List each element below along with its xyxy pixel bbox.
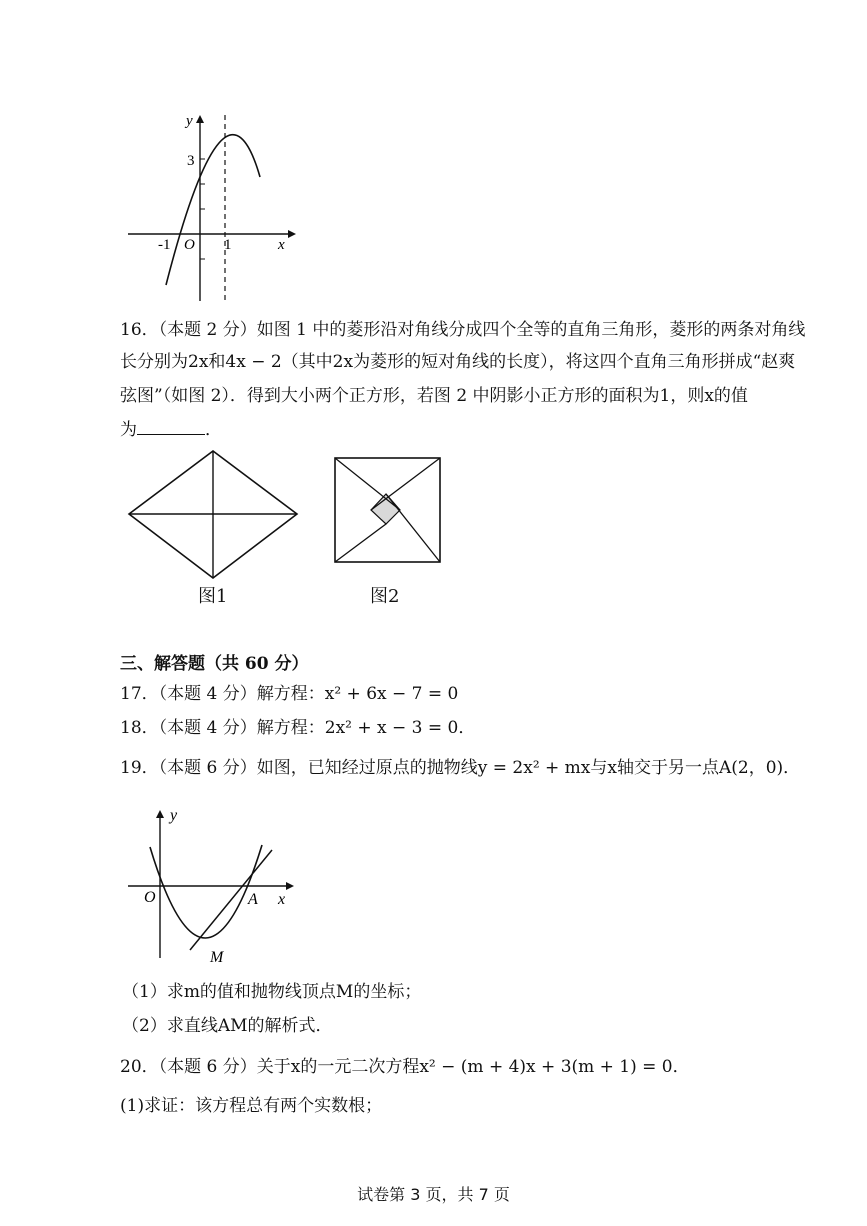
graph1-label-1: 1 bbox=[224, 237, 232, 253]
q19-label-a: A bbox=[248, 891, 258, 908]
q19-label-x: x bbox=[278, 891, 286, 908]
q18-text: 18．（本题 4 分）解方程：2x² + x − 3 = 0． bbox=[120, 718, 476, 738]
q19-sub-2: （2）求直线AM的解析式． bbox=[122, 1016, 333, 1036]
graph1-label-o: O bbox=[184, 237, 195, 253]
q19-label-m: M bbox=[210, 949, 224, 966]
fig1-label: 图1 bbox=[198, 586, 228, 607]
q20-sub-1: (1)求证：该方程总有两个实数根； bbox=[120, 1096, 383, 1116]
section-3-title: 三、解答题（共 60 分） bbox=[120, 654, 309, 674]
q17-text: 17．（本题 4 分）解方程：x² + 6x − 7 = 0 bbox=[120, 684, 459, 704]
q19-text: 19．（本题 6 分）如图，已知经过原点的抛物线y = 2x² + mx与x轴交于另一点A(2，0)． bbox=[120, 758, 801, 778]
q19-sub-1: （1）求m的值和抛物线顶点M的坐标； bbox=[122, 982, 422, 1002]
fig2-label: 图2 bbox=[370, 586, 400, 607]
graph1-label-x: x bbox=[278, 237, 285, 253]
graph1-label-y: y bbox=[186, 113, 193, 129]
parabola-graph-q19 bbox=[122, 800, 302, 970]
q16-line-4-suffix: ． bbox=[205, 420, 222, 440]
answer-blank[interactable] bbox=[137, 418, 205, 435]
q16-line-1: 16．（本题 2 分）如图 1 中的菱形沿对角线分成四个全等的直角三角形，菱形的两条对角线 bbox=[120, 320, 806, 340]
q16-answer-line bbox=[120, 418, 222, 440]
q20-text: 20．（本题 6 分）关于x的一元二次方程x² − (m + 4)x + 3(m + 1) = 0． bbox=[120, 1057, 690, 1077]
rhombus-figure bbox=[126, 448, 300, 582]
graph1-label-neg1: -1 bbox=[158, 237, 171, 253]
graph1-label-3: 3 bbox=[187, 153, 195, 169]
q19-label-y: y bbox=[170, 807, 178, 824]
q19-label-o: O bbox=[144, 889, 156, 906]
zhao-shuang-figure bbox=[332, 455, 444, 565]
page-footer: 试卷第 3 页，共 7 页 bbox=[357, 1185, 510, 1204]
parabola-graph-1 bbox=[120, 105, 300, 305]
q16-line-4-prefix: 为 bbox=[120, 420, 137, 440]
q16-line-3: 弦图”（如图 2）．得到大小两个正方形，若图 2 中阴影小正方形的面积为1，则x的值 bbox=[120, 386, 748, 406]
q16-line-2: 长分别为2x和4x − 2（其中2x为菱形的短对角线的长度），将这四个直角三角形拼成“赵爽 bbox=[120, 352, 796, 372]
